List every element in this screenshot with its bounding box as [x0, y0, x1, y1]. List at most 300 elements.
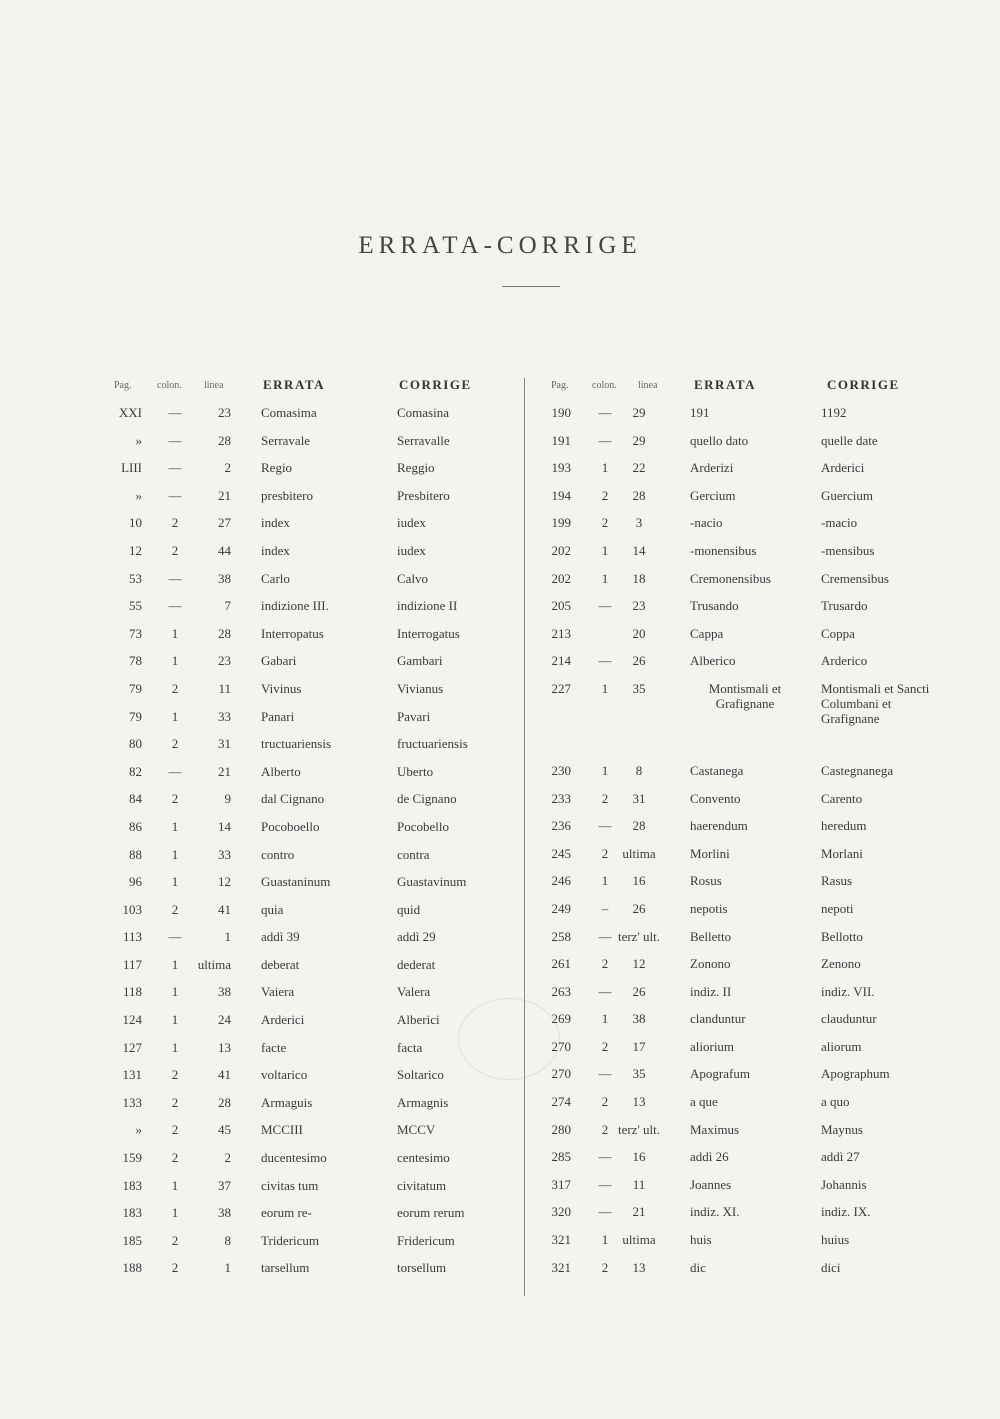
errata-text: deberat	[261, 956, 300, 972]
errata-text: indiz. II	[690, 983, 732, 999]
errata-row	[533, 567, 943, 595]
corrige-text: Vivianus	[397, 680, 444, 696]
column-number: 2	[171, 1150, 179, 1166]
line-number: 13	[632, 1094, 646, 1110]
column-number: 2	[171, 1122, 179, 1138]
errata-row	[533, 456, 943, 484]
page-number: 55	[129, 598, 142, 614]
corrige-text: -macio	[821, 515, 858, 531]
corrige-text: Castegnanega	[821, 762, 894, 778]
corrige-text: 1192	[821, 405, 847, 420]
errata-text: MCCIII	[261, 1122, 303, 1138]
corrige-text: Johannis	[821, 1176, 867, 1192]
errata-text: Castanega	[690, 762, 744, 778]
errata-text: -monensibus	[690, 542, 757, 558]
line-number: 38	[218, 984, 231, 1000]
column-number: —	[598, 1149, 612, 1165]
errata-row	[100, 1229, 520, 1257]
column-number: 1	[601, 762, 609, 778]
corrige-text: heredum	[821, 818, 867, 834]
corrige-text: Apographum	[821, 1066, 890, 1082]
column-divider	[524, 378, 525, 1296]
page-number: 12	[129, 542, 142, 558]
column-number: 2	[171, 1260, 179, 1276]
page-number: 79	[129, 708, 142, 724]
column-number: 2	[171, 515, 179, 531]
line-number: 23	[218, 405, 231, 420]
errata-text: indizione III.	[261, 598, 329, 614]
errata-text: index	[261, 515, 290, 531]
errata-text: Comasima	[261, 405, 317, 420]
page-number: 84	[129, 791, 142, 807]
errata-text: clanduntur	[690, 1011, 746, 1027]
column-number: 1	[601, 1232, 609, 1248]
corrige-text: Coppa	[821, 625, 855, 641]
corrige-text: Cremensibus	[821, 570, 889, 586]
column-number: 1	[171, 846, 179, 862]
corrige-text: Maynus	[821, 1121, 863, 1137]
page-number: 193	[551, 460, 571, 476]
column-number: 1	[601, 542, 609, 558]
errata-row	[533, 401, 943, 429]
line-number: 8	[224, 1232, 231, 1248]
errata-row	[533, 1173, 943, 1201]
page-number: 274	[551, 1094, 571, 1110]
column-number: 2	[171, 1067, 179, 1083]
corrige-text: nepoti	[821, 900, 854, 916]
corrige-text: iudex	[397, 542, 426, 558]
line-number: 44	[218, 542, 231, 558]
column-number: —	[168, 487, 182, 503]
corrige-text: Bellotto	[821, 928, 863, 944]
errata-text: Apografum	[690, 1066, 750, 1082]
errata-text: Vivinus	[261, 680, 302, 696]
column-number: 2	[601, 515, 609, 531]
page-number: 185	[122, 1232, 142, 1248]
column-number: 1	[171, 625, 179, 641]
errata-text: presbitero	[261, 487, 313, 503]
line-number: 14	[218, 818, 231, 834]
page-number: 133	[122, 1094, 142, 1110]
errata-row	[100, 953, 520, 981]
column-number: 2	[601, 1038, 609, 1054]
column-number: 1	[171, 818, 179, 834]
errata-text: 191	[690, 405, 710, 420]
line-number: 12	[632, 956, 646, 972]
column-number: 1	[171, 1039, 179, 1055]
line-number: ultima	[197, 956, 231, 972]
errata-row	[533, 677, 943, 759]
errata-text: Trusando	[690, 598, 739, 614]
errata-row	[100, 677, 520, 705]
errata-text: Guastaninum	[261, 874, 331, 890]
column-number: —	[598, 1204, 612, 1220]
corrige-text: Rasus	[821, 873, 853, 889]
errata-row	[100, 1091, 520, 1119]
page-number: 117	[122, 956, 142, 972]
errata-text: civitas tum	[261, 1177, 319, 1193]
column-number: —	[598, 598, 612, 614]
errata-text: voltarico	[261, 1067, 308, 1083]
errata-row	[100, 1063, 520, 1091]
errata-text: tructuariensis	[261, 736, 332, 752]
left-header	[100, 373, 520, 401]
errata-text: addì 26	[690, 1149, 729, 1165]
errata-text: Interropatus	[261, 625, 324, 641]
line-number: 16	[632, 873, 646, 889]
errata-row	[100, 980, 520, 1008]
page-number: 78	[129, 653, 142, 669]
errata-row	[100, 1036, 520, 1064]
page-title: ERRATA-CORRIGE	[358, 232, 642, 259]
page-number: »	[135, 1122, 142, 1138]
errata-text: Gercium	[690, 487, 736, 503]
line-number: 11	[218, 680, 231, 696]
page-number: 258	[551, 928, 571, 944]
line-number: 28	[632, 818, 646, 834]
line-number: 11	[632, 1176, 646, 1192]
errata-text: quello dato	[690, 432, 749, 448]
errata-text: Regio	[261, 460, 293, 476]
errata-text: tarsellum	[261, 1260, 310, 1276]
corrige-text: facta	[397, 1039, 423, 1055]
corrige-text: Trusardo	[821, 598, 868, 614]
line-number: 26	[632, 900, 646, 916]
corrige-text: aliorum	[821, 1038, 862, 1054]
page-number: 227	[551, 680, 571, 696]
errata-text: Montismali et Grafignane	[708, 680, 782, 711]
corrige-text: Pocobello	[397, 818, 449, 834]
errata-row	[533, 484, 943, 512]
page-number: 270	[551, 1038, 571, 1054]
errata-row	[533, 649, 943, 677]
line-number: 2	[224, 460, 231, 476]
column-number: 2	[171, 901, 179, 917]
corrige-text: Alberici	[397, 1012, 440, 1028]
errata-text: Carlo	[261, 570, 290, 586]
corrige-text: Reggio	[397, 460, 435, 476]
errata-row	[100, 898, 520, 926]
errata-text: dal Cignano	[261, 791, 325, 807]
errata-text: addì 39	[261, 929, 300, 945]
page-number: 263	[551, 983, 571, 999]
column-number: 2	[601, 845, 609, 861]
page-number: 269	[551, 1011, 571, 1027]
header-corrige: CORRIGE	[827, 377, 900, 392]
line-number: 26	[632, 983, 646, 999]
line-number: 33	[218, 846, 231, 862]
errata-text: Zonono	[690, 956, 731, 972]
page-number: 321	[551, 1259, 571, 1275]
line-number: 24	[218, 1012, 231, 1028]
line-number: 28	[218, 1094, 231, 1110]
column-number: 1	[171, 1177, 179, 1193]
errata-row	[533, 429, 943, 457]
page-number: 236	[551, 818, 571, 834]
corrige-text: Pavari	[397, 708, 431, 724]
errata-row	[533, 1228, 943, 1256]
page-number: 245	[551, 845, 571, 861]
corrige-text: dici	[821, 1259, 841, 1275]
column-number: –	[601, 900, 609, 916]
line-number: 18	[632, 570, 646, 586]
line-number: 28	[632, 487, 646, 503]
page-number: 124	[122, 1012, 142, 1028]
page-number: 10	[129, 515, 142, 531]
line-number: 21	[218, 487, 231, 503]
errata-row	[100, 511, 520, 539]
corrige-text: contra	[397, 846, 430, 862]
line-number: 35	[632, 1066, 646, 1082]
errata-row	[533, 1035, 943, 1063]
errata-text: ducentesimo	[261, 1150, 327, 1166]
errata-row	[100, 594, 520, 622]
header-pag: Pag.	[551, 380, 569, 391]
errata-text: index	[261, 542, 290, 558]
errata-text: Morlini	[690, 845, 730, 861]
line-number: 14	[632, 542, 646, 558]
line-number: 29	[632, 432, 646, 448]
page-number: 183	[122, 1205, 142, 1221]
line-number: ultima	[622, 845, 656, 861]
errata-text: Maximus	[690, 1121, 740, 1137]
header-colon: colon.	[157, 380, 182, 391]
corrige-text: Montismali et Sancti Columbani et Grafignane	[821, 680, 930, 726]
errata-text: Joannes	[690, 1176, 732, 1192]
corrige-text: quid	[397, 901, 421, 917]
corrige-text: indiz. IX.	[821, 1204, 871, 1220]
errata-row	[533, 1145, 943, 1173]
column-number: 1	[601, 680, 609, 696]
line-number: 41	[218, 1067, 231, 1083]
line-number: 37	[218, 1177, 231, 1193]
column-number: 2	[601, 956, 609, 972]
errata-text: Pocoboello	[261, 818, 320, 834]
page-number: 202	[551, 570, 571, 586]
column-number: —	[168, 763, 182, 779]
errata-row	[533, 1007, 943, 1035]
page-number: 230	[551, 762, 571, 778]
errata-row	[533, 787, 943, 815]
column-number: 2	[171, 736, 179, 752]
errata-row	[100, 539, 520, 567]
line-number: 23	[218, 653, 231, 669]
line-number: 16	[632, 1149, 646, 1165]
right-header	[533, 373, 943, 401]
corrige-text: torsellum	[397, 1260, 447, 1276]
corrige-text: Serravalle	[397, 432, 450, 448]
errata-row	[533, 622, 943, 650]
errata-text: Armaguis	[261, 1094, 313, 1110]
errata-row	[100, 484, 520, 512]
errata-row	[100, 456, 520, 484]
line-number: 26	[632, 653, 646, 669]
left-rows	[100, 401, 520, 1284]
header-errata: ERRATA	[263, 377, 325, 392]
page-number: 86	[129, 818, 142, 834]
errata-row	[100, 1118, 520, 1146]
corrige-text: Arderici	[821, 460, 865, 476]
column-number: 2	[171, 1232, 179, 1248]
line-number: 21	[218, 763, 231, 779]
errata-text: Serravale	[261, 432, 311, 448]
errata-row	[533, 1200, 943, 1228]
page-number: 80	[129, 736, 142, 752]
errata-row	[533, 511, 943, 539]
page-number: 261	[551, 956, 571, 972]
corrige-text: Zenono	[821, 956, 861, 972]
errata-text: Convento	[690, 790, 741, 806]
page-number: 320	[551, 1204, 571, 1220]
page-number: 285	[551, 1149, 571, 1165]
line-number: 38	[632, 1011, 646, 1027]
line-number: 29	[632, 405, 646, 420]
errata-row	[533, 1090, 943, 1118]
column-number: 2	[171, 791, 179, 807]
corrige-text: Guercium	[821, 487, 873, 503]
line-number: 27	[218, 515, 231, 531]
errata-row	[100, 732, 520, 760]
corrige-text: -mensibus	[821, 542, 875, 558]
page-number: »	[135, 487, 142, 503]
errata-text: Alberico	[690, 653, 736, 669]
errata-text: aliorium	[690, 1038, 735, 1054]
line-number: 17	[632, 1038, 646, 1054]
line-number: 45	[218, 1122, 231, 1138]
page-number: 199	[551, 515, 571, 531]
page-number: 188	[122, 1260, 142, 1276]
page-number: 317	[551, 1176, 571, 1192]
page-number: 246	[551, 873, 571, 889]
errata-row	[100, 429, 520, 457]
header-colon: colon.	[592, 380, 617, 391]
column-number: 1	[601, 570, 609, 586]
errata-text: Rosus	[690, 873, 722, 889]
errata-row	[533, 1118, 943, 1146]
page-number: 53	[129, 570, 142, 586]
page-number: 103	[122, 901, 142, 917]
corrige-text: Soltarico	[397, 1067, 444, 1083]
page-number: 82	[129, 763, 142, 779]
column-number: —	[168, 598, 182, 614]
page-number: 79	[129, 680, 142, 696]
page-number: 131	[122, 1067, 142, 1083]
corrige-text: indiz. VII.	[821, 983, 875, 999]
errata-text: Arderici	[261, 1012, 305, 1028]
corrige-text: Arderico	[821, 653, 868, 669]
errata-row	[100, 567, 520, 595]
column-number: 2	[601, 1121, 609, 1137]
corrige-text: Uberto	[397, 763, 434, 779]
line-number: terz' ult.	[617, 928, 661, 944]
errata-row	[533, 952, 943, 980]
corrige-text: centesimo	[397, 1150, 450, 1166]
page-number: 118	[122, 984, 142, 1000]
line-number: 38	[218, 570, 231, 586]
page-number: XXI	[118, 405, 142, 420]
column-number: 2	[171, 542, 179, 558]
line-number: 3	[635, 515, 643, 531]
errata-row	[533, 1256, 943, 1284]
corrige-text: Gambari	[397, 653, 443, 669]
line-number: 1	[224, 929, 231, 945]
page-number: 159	[122, 1150, 142, 1166]
page-number: 190	[551, 405, 571, 420]
errata-text: contro	[261, 846, 295, 862]
column-number: 2	[601, 487, 609, 503]
line-number: 38	[218, 1205, 231, 1221]
errata-text: huis	[690, 1232, 712, 1248]
column-number: —	[598, 818, 612, 834]
corrige-text: eorum rerum	[397, 1205, 465, 1221]
column-number: 1	[601, 873, 609, 889]
header-linea: linea	[204, 380, 224, 391]
page-number: 127	[122, 1039, 142, 1055]
page-number: 191	[551, 432, 571, 448]
errata-text: eorum re-	[261, 1205, 312, 1221]
right-rows	[533, 401, 943, 1283]
page-number: 270	[551, 1066, 571, 1082]
errata-text: Cremonensibus	[690, 570, 771, 586]
corrige-text: dederat	[397, 956, 436, 972]
page-number: 202	[551, 542, 571, 558]
errata-row	[100, 1174, 520, 1202]
line-number: 1	[224, 1260, 231, 1276]
errata-row	[100, 1146, 520, 1174]
page-number: 214	[551, 653, 571, 669]
errata-row	[533, 1062, 943, 1090]
line-number: 23	[632, 598, 646, 614]
page-number: LIII	[121, 460, 142, 476]
column-number: —	[598, 983, 612, 999]
column-number: —	[598, 1176, 612, 1192]
column-number: 1	[171, 956, 179, 972]
page-number: 194	[551, 487, 571, 503]
left-column	[100, 373, 520, 1284]
line-number: 9	[224, 791, 231, 807]
corrige-text: Armagnis	[397, 1094, 449, 1110]
page-number: 113	[122, 929, 142, 945]
line-number: 31	[632, 790, 646, 806]
header-errata: ERRATA	[694, 377, 756, 392]
errata-row	[533, 897, 943, 925]
errata-row	[533, 842, 943, 870]
errata-row	[533, 759, 943, 787]
line-number: 33	[218, 708, 231, 724]
errata-text: Cappa	[690, 625, 724, 641]
corrige-text: civitatum	[397, 1177, 447, 1193]
errata-text: Belletto	[690, 928, 732, 944]
errata-row	[100, 870, 520, 898]
column-number: 1	[171, 984, 179, 1000]
corrige-text: huius	[821, 1232, 850, 1248]
column-number: —	[598, 928, 612, 944]
page-number: 183	[122, 1177, 142, 1193]
errata-row	[533, 980, 943, 1008]
errata-row	[100, 1256, 520, 1284]
errata-text: haerendum	[690, 818, 748, 834]
page-number: 205	[551, 598, 571, 614]
header-linea: linea	[638, 380, 658, 391]
column-number: —	[168, 432, 182, 448]
errata-text: Panari	[261, 708, 295, 724]
errata-text: Gabari	[261, 653, 297, 669]
errata-row	[100, 622, 520, 650]
errata-text: quia	[261, 901, 284, 917]
errata-text: facte	[261, 1039, 287, 1055]
corrige-text: addì 27	[821, 1149, 860, 1165]
column-number: 1	[601, 460, 609, 476]
